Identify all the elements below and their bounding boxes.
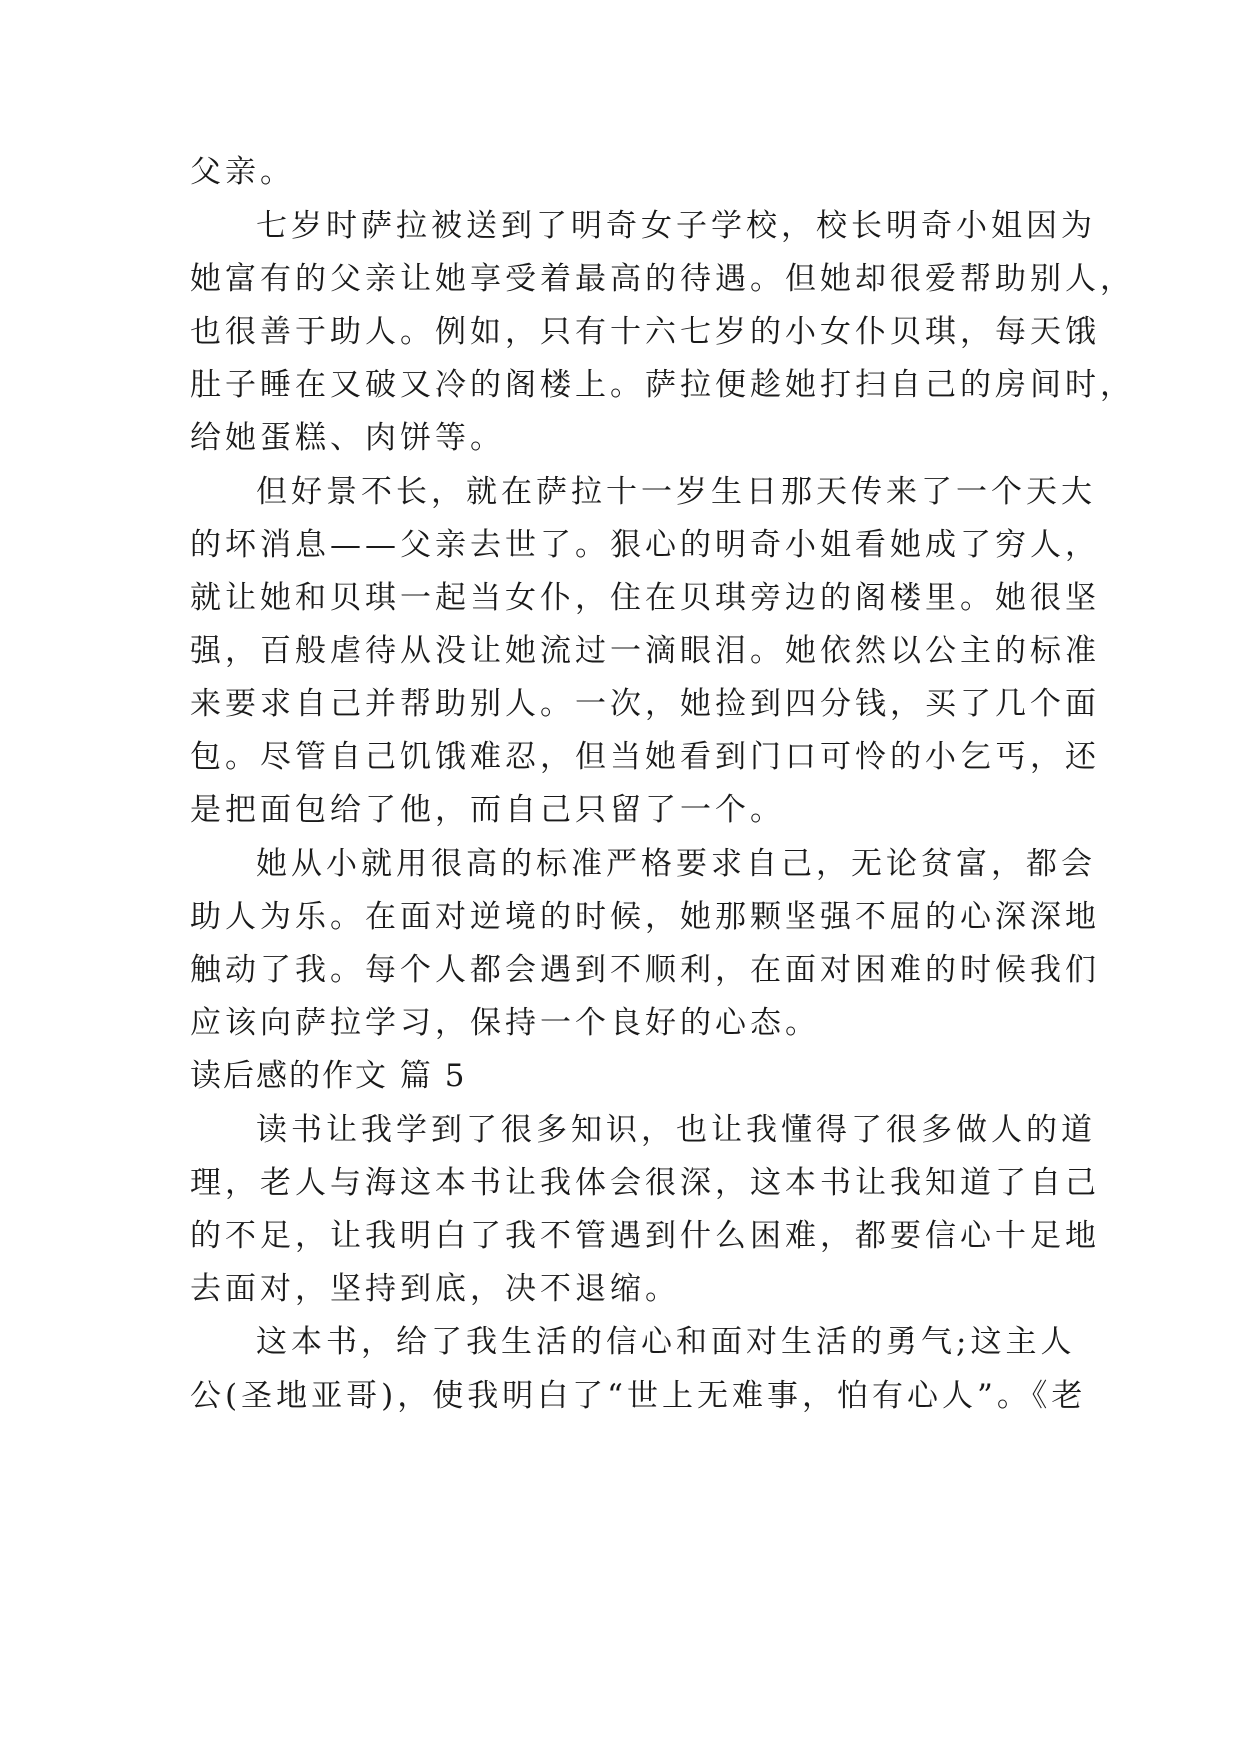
paragraph-1-line-1: 七岁时萨拉被送到了明奇女子学校，校长明奇小姐因为 bbox=[256, 208, 1096, 244]
paragraph-2-line-5: 来要求自己并帮助别人。一次，她捡到四分钱，买了几个面 bbox=[190, 686, 1100, 722]
text-line-1: 父亲。 bbox=[190, 154, 295, 190]
paragraph-5-line-2: 公(圣地亚哥)，使我明白了“世上无难事，怕有心人”。《老 bbox=[190, 1378, 1087, 1414]
paragraph-2-line-2: 的坏消息——父亲去世了。狠心的明奇小姐看她成了穷人， bbox=[190, 527, 1100, 563]
paragraph-1-line-5: 给她蛋糕、肉饼等。 bbox=[190, 420, 505, 456]
paragraph-4-line-3: 的不足，让我明白了我不管遇到什么困难，都要信心十足地 bbox=[190, 1218, 1100, 1254]
paragraph-3-line-1: 她从小就用很高的标准严格要求自己，无论贫富，都会 bbox=[256, 846, 1096, 882]
paragraph-3-line-2: 助人为乐。在面对逆境的时候，她那颗坚强不屈的心深深地 bbox=[190, 899, 1100, 935]
paragraph-2-line-6: 包。尽管自己饥饿难忍，但当她看到门口可怜的小乞丐，还 bbox=[190, 739, 1100, 775]
paragraph-5-line-1: 这本书，给了我生活的信心和面对生活的勇气;这主人 bbox=[256, 1324, 1076, 1360]
paragraph-1-line-3: 也很善于助人。例如，只有十六七岁的小女仆贝琪，每天饿 bbox=[190, 314, 1100, 350]
paragraph-2-line-4: 强，百般虐待从没让她流过一滴眼泪。她依然以公主的标准 bbox=[190, 633, 1100, 669]
paragraph-1-line-2: 她富有的父亲让她享受着最高的待遇。但她却很爱帮助别人， bbox=[190, 261, 1135, 297]
paragraph-4-line-1: 读书让我学到了很多知识，也让我懂得了很多做人的道 bbox=[256, 1112, 1096, 1148]
paragraph-2-line-3: 就让她和贝琪一起当女仆，住在贝琪旁边的阁楼里。她很坚 bbox=[190, 580, 1100, 616]
paragraph-4-line-4: 去面对，坚持到底，决不退缩。 bbox=[190, 1271, 680, 1307]
paragraph-2-line-7: 是把面包给了他，而自己只留了一个。 bbox=[190, 792, 785, 828]
paragraph-1-line-4: 肚子睡在又破又冷的阁楼上。萨拉便趁她打扫自己的房间时， bbox=[190, 367, 1135, 403]
paragraph-3-line-3: 触动了我。每个人都会遇到不顺利，在面对困难的时候我们 bbox=[190, 952, 1100, 988]
section-heading: 读后感的作文 篇 5 bbox=[190, 1058, 467, 1094]
paragraph-4-line-2: 理，老人与海这本书让我体会很深，这本书让我知道了自己 bbox=[190, 1165, 1100, 1201]
paragraph-3-line-4: 应该向萨拉学习，保持一个良好的心态。 bbox=[190, 1005, 820, 1041]
paragraph-2-line-1: 但好景不长，就在萨拉十一岁生日那天传来了一个天大 bbox=[256, 474, 1096, 510]
